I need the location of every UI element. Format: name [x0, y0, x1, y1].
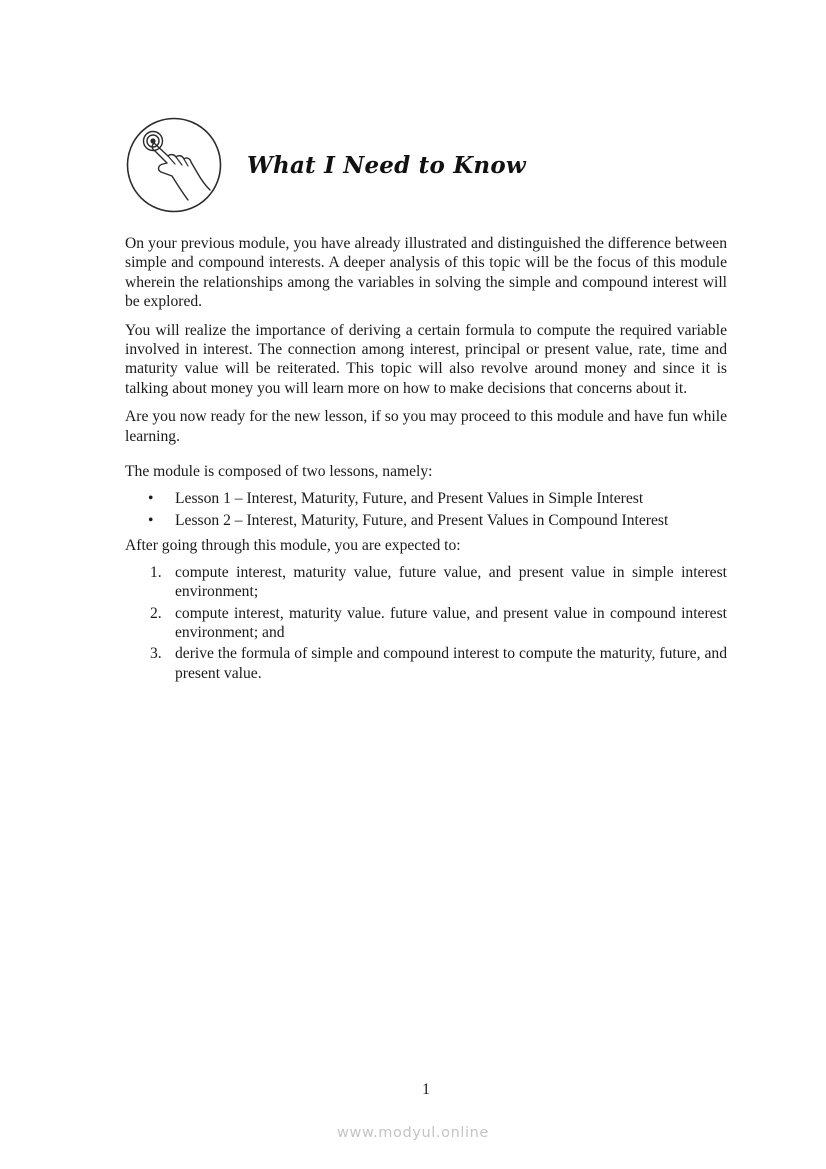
page-number: 1	[422, 1081, 430, 1098]
lessons-list	[125, 489, 727, 530]
intro-paragraph: You will realize the importance of deriving a certain formula to compute the required variable involved in interest. The connection among interest, principal or present value, rate, time and maturity value will be reiterated. This topic will also revolve around money and since it is talking about money you will learn more on how to make decisions that concerns about it.	[125, 321, 727, 397]
lessons-intro: The module is composed of two lessons, namely:	[125, 463, 433, 481]
objectives-intro: After going through this module, you are expected to:	[125, 537, 461, 555]
item-number: 3.	[150, 645, 162, 663]
section-title: What I Need to Know	[247, 152, 526, 179]
objective-text: compute interest, maturity value, future value, and present value in simple interest environment;	[175, 563, 727, 601]
list-item	[125, 489, 727, 508]
module-content	[125, 234, 727, 685]
watermark: www.modyul.online	[337, 1125, 489, 1141]
list-item	[125, 563, 727, 602]
lesson-text: Lesson 2 – Interest, Maturity, Future, and Present Values in Compound Interest	[175, 511, 669, 529]
touch-hand-icon	[125, 116, 223, 214]
item-number: 2.	[150, 604, 162, 622]
objective-text: compute interest, maturity value. future value, and present value in compound interest environment; and	[175, 604, 727, 641]
intro-paragraph: On your previous module, you have already illustrated and distinguished the difference between simple and compound interests. A deeper analysis of this topic will be the focus of this module wherein the relationships among the variables in solving the simple and compound interest will be explored.	[125, 235, 727, 311]
bullet-icon: •	[148, 490, 154, 508]
bullet-icon: •	[148, 511, 154, 529]
objective-text: derive the formula of simple and compound interest to compute the maturity, future, and present value.	[175, 645, 727, 682]
list-item	[125, 644, 727, 683]
item-number: 1.	[150, 563, 162, 581]
list-item	[125, 604, 727, 643]
lesson-text: Lesson 1 – Interest, Maturity, Future, and Present Values in Simple Interest	[175, 490, 644, 508]
intro-paragraph: Are you now ready for the new lesson, if so you may proceed to this module and have fun while learning.	[125, 408, 727, 445]
objectives-list	[125, 563, 727, 683]
list-item	[125, 511, 727, 530]
